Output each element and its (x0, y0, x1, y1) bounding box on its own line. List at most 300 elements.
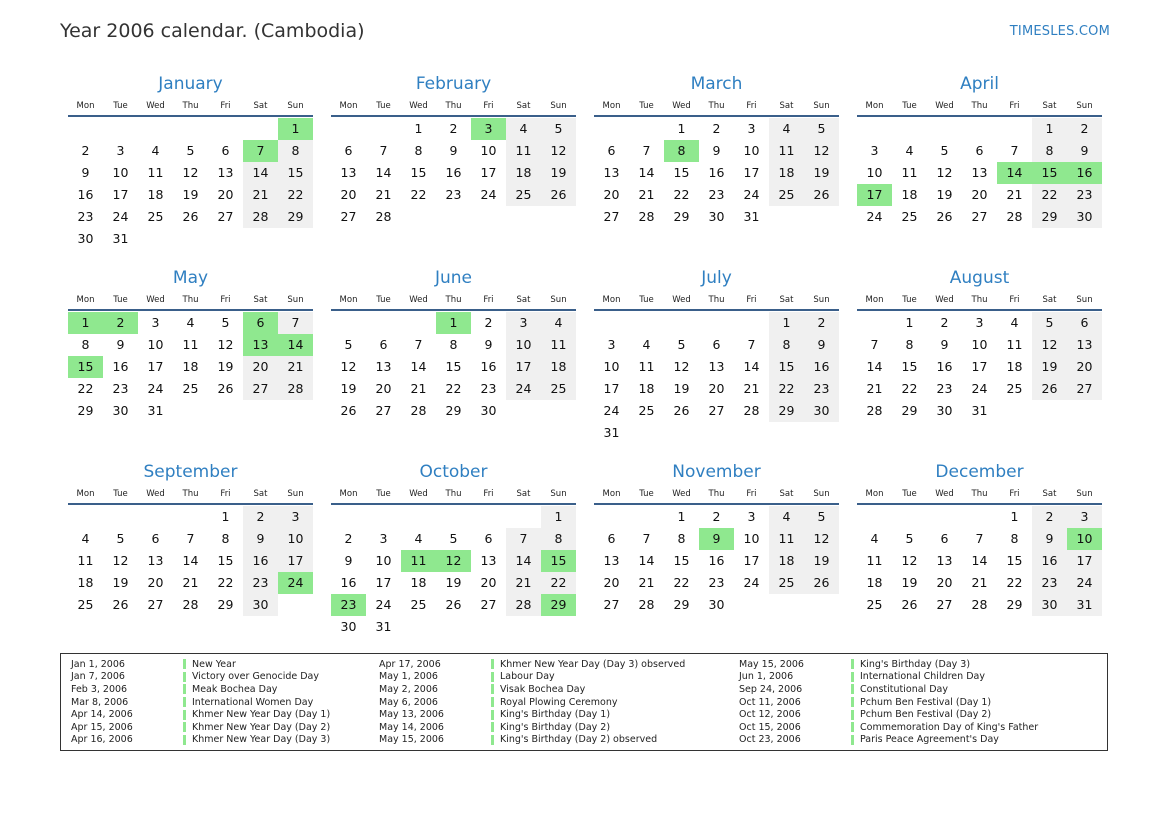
day-cell: 3 (747, 121, 756, 136)
day-cell: 3 (116, 143, 125, 158)
day-cell: 10 (278, 528, 313, 550)
week-row (331, 206, 576, 228)
weekday-label: Wed (409, 101, 428, 111)
day-cell: 27 (708, 403, 725, 418)
holiday-day-cell: 15 (68, 356, 103, 378)
weekday-label: Wed (935, 101, 954, 111)
legend-row (739, 721, 1038, 734)
week-row (331, 572, 576, 594)
day-cell: 29 (1006, 597, 1023, 612)
month-name: July (701, 268, 732, 288)
week-row (331, 528, 576, 550)
holiday-date: May 13, 2006 (379, 709, 444, 721)
month-name: August (949, 268, 1010, 288)
empty-day-cell (962, 118, 997, 140)
day-cell: 30 (708, 209, 725, 224)
week-row (68, 184, 313, 206)
holiday-date: Sep 24, 2006 (739, 683, 803, 695)
empty-day-cell (857, 312, 892, 334)
day-cell: 14 (410, 359, 427, 374)
month-divider (594, 503, 839, 505)
weekday-label: Sat (516, 101, 531, 111)
week-row (594, 334, 839, 356)
day-cell: 7 (747, 337, 756, 352)
week-row (68, 312, 313, 334)
day-cell: 2 (940, 315, 949, 330)
day-cell: 7 (642, 143, 651, 158)
day-cell: 1 (541, 506, 576, 528)
day-cell: 5 (804, 506, 839, 528)
week-row (594, 356, 839, 378)
day-cell: 1 (414, 121, 423, 136)
day-cell: 30 (243, 594, 278, 616)
week-row (331, 616, 576, 638)
holiday-day-cell: 7 (243, 140, 278, 162)
day-cell: 16 (445, 165, 462, 180)
empty-day-cell (629, 506, 664, 528)
empty-day-cell (366, 118, 401, 140)
week-row (331, 140, 576, 162)
holiday-marker (491, 735, 494, 745)
day-cell: 4 (1010, 315, 1019, 330)
weekday-label: Mon (602, 101, 621, 111)
weekday-label: Wed (935, 489, 954, 499)
legend-row (379, 696, 685, 709)
empty-day-cell (734, 594, 769, 616)
weekday-label: Mon (339, 295, 358, 305)
holiday-day-cell: 23 (331, 594, 366, 616)
day-cell: 11 (541, 334, 576, 356)
day-cell: 9 (804, 334, 839, 356)
weekday-label: Tue (639, 101, 654, 111)
weekday-label: Fri (220, 101, 231, 111)
weekday-label: Mon (865, 295, 884, 305)
empty-day-cell (68, 506, 103, 528)
day-cell: 14 (182, 553, 199, 568)
day-cell: 21 (375, 187, 392, 202)
day-cell: 8 (769, 334, 804, 356)
day-cell: 19 (217, 359, 234, 374)
day-cell: 4 (186, 315, 195, 330)
weekday-label: Mon (602, 489, 621, 499)
weekday-label: Tue (376, 101, 391, 111)
day-cell: 14 (243, 162, 278, 184)
day-cell: 29 (217, 597, 234, 612)
holiday-name: International Children Day (860, 671, 985, 683)
day-cell: 6 (151, 531, 160, 546)
week-row (331, 312, 576, 334)
holiday-date: Apr 17, 2006 (379, 658, 441, 670)
month-divider (857, 115, 1102, 117)
day-cell: 24 (112, 209, 129, 224)
day-cell: 19 (804, 162, 839, 184)
day-cell: 7 (379, 143, 388, 158)
day-cell: 15 (410, 165, 427, 180)
week-row (68, 506, 313, 528)
day-cell: 8 (449, 337, 458, 352)
day-cell: 20 (603, 187, 620, 202)
week-row (857, 140, 1102, 162)
day-cell: 15 (445, 359, 462, 374)
weekday-label: Tue (639, 489, 654, 499)
empty-day-cell (541, 616, 576, 638)
weekday-label: Mon (865, 101, 884, 111)
day-cell: 23 (1067, 184, 1102, 206)
empty-day-cell (506, 400, 541, 422)
empty-day-cell (629, 118, 664, 140)
holiday-date: Apr 14, 2006 (71, 709, 133, 721)
weekday-label: Fri (220, 489, 231, 499)
weekday-label: Tue (902, 489, 917, 499)
day-cell: 18 (901, 187, 918, 202)
day-cell: 25 (901, 209, 918, 224)
holiday-marker (851, 735, 854, 745)
weekday-label: Sun (287, 101, 304, 111)
day-cell: 9 (116, 337, 125, 352)
legend-row (739, 658, 1038, 671)
empty-day-cell (804, 422, 839, 444)
day-cell: 28 (971, 597, 988, 612)
day-cell: 4 (541, 312, 576, 334)
weekday-label: Fri (1009, 295, 1020, 305)
day-cell: 2 (449, 121, 458, 136)
day-cell: 13 (603, 165, 620, 180)
day-cell: 21 (506, 572, 541, 594)
week-row (68, 550, 313, 572)
week-row (68, 228, 313, 250)
month-name: December (935, 462, 1024, 482)
holiday-marker (491, 710, 494, 720)
empty-day-cell (173, 228, 208, 250)
day-cell: 10 (112, 165, 129, 180)
day-cell: 3 (278, 506, 313, 528)
day-cell: 22 (278, 184, 313, 206)
day-cell: 28 (743, 403, 760, 418)
day-cell: 5 (186, 143, 195, 158)
weekday-label: Mon (339, 101, 358, 111)
empty-day-cell (769, 594, 804, 616)
holiday-date: Feb 3, 2006 (71, 683, 128, 695)
day-cell: 25 (182, 381, 199, 396)
day-cell: 3 (607, 337, 616, 352)
empty-day-cell (506, 506, 541, 528)
weekday-label: Thu (971, 295, 988, 305)
holiday-day-cell: 9 (699, 528, 734, 550)
brand-link[interactable]: TIMESLES.COM (1009, 24, 1110, 39)
day-cell: 10 (147, 337, 164, 352)
holiday-name: Pchum Ben Festival (Day 2) (860, 709, 992, 721)
day-cell: 17 (743, 165, 760, 180)
weekday-label: Mon (76, 295, 95, 305)
day-cell: 1 (677, 121, 686, 136)
holiday-marker (183, 722, 186, 732)
week-row (594, 184, 839, 206)
week-row (594, 572, 839, 594)
day-cell: 19 (901, 575, 918, 590)
week-row (594, 162, 839, 184)
holiday-name: King's Birthday (Day 1) (500, 709, 611, 721)
day-cell: 26 (673, 403, 690, 418)
weekday-label: Sat (253, 295, 268, 305)
month-may (68, 268, 313, 462)
empty-day-cell (664, 422, 699, 444)
holiday-marker (491, 684, 494, 694)
day-cell: 29 (769, 400, 804, 422)
empty-day-cell (1067, 400, 1102, 422)
day-cell: 9 (712, 143, 721, 158)
weekday-label: Fri (1009, 101, 1020, 111)
day-cell: 28 (1006, 209, 1023, 224)
day-cell: 21 (638, 575, 655, 590)
day-cell: 24 (603, 403, 620, 418)
day-cell: 7 (870, 337, 879, 352)
holiday-date: Apr 16, 2006 (71, 734, 133, 746)
day-cell: 28 (375, 209, 392, 224)
week-row (331, 334, 576, 356)
day-cell: 27 (217, 209, 234, 224)
day-cell: 26 (445, 597, 462, 612)
weekday-label: Fri (483, 101, 494, 111)
weekday-header (68, 293, 313, 307)
weekday-label: Wed (409, 489, 428, 499)
day-cell: 28 (243, 206, 278, 228)
week-row (331, 594, 576, 616)
day-cell: 25 (1006, 381, 1023, 396)
day-cell: 7 (642, 531, 651, 546)
weekday-label: Sun (1076, 489, 1093, 499)
day-cell: 27 (1067, 378, 1102, 400)
empty-day-cell (138, 506, 173, 528)
day-cell: 2 (344, 531, 353, 546)
day-cell: 22 (901, 381, 918, 396)
calendar-grid (68, 74, 1102, 656)
day-cell: 4 (81, 531, 90, 546)
day-cell: 13 (708, 359, 725, 374)
holiday-day-cell: 15 (1032, 162, 1067, 184)
day-cell: 12 (541, 140, 576, 162)
day-cell: 9 (1067, 140, 1102, 162)
day-cell: 27 (147, 597, 164, 612)
holiday-day-cell: 15 (541, 550, 576, 572)
day-cell: 14 (866, 359, 883, 374)
weekday-label: Sun (1076, 101, 1093, 111)
weekday-label: Thu (182, 101, 199, 111)
empty-day-cell (331, 118, 366, 140)
holiday-name: Commemoration Day of King's Father (860, 721, 1039, 733)
weekday-label: Tue (639, 295, 654, 305)
holiday-marker (851, 697, 854, 707)
day-cell: 13 (603, 553, 620, 568)
holiday-marker (491, 672, 494, 682)
weekday-label: Wed (146, 101, 165, 111)
day-cell: 17 (603, 381, 620, 396)
holiday-date: Oct 12, 2006 (739, 709, 801, 721)
page-title: Year 2006 calendar. (Cambodia) (60, 20, 365, 42)
empty-day-cell (857, 506, 892, 528)
day-cell: 31 (971, 403, 988, 418)
month-name: March (690, 74, 743, 94)
day-cell: 30 (804, 400, 839, 422)
empty-day-cell (594, 118, 629, 140)
day-cell: 10 (480, 143, 497, 158)
day-cell: 1 (905, 315, 914, 330)
weekday-label: Wed (935, 295, 954, 305)
empty-day-cell (927, 118, 962, 140)
weekday-label: Fri (746, 101, 757, 111)
day-cell: 16 (1032, 550, 1067, 572)
empty-day-cell (243, 228, 278, 250)
day-cell: 4 (506, 118, 541, 140)
holiday-day-cell: 6 (243, 312, 278, 334)
holiday-date: Jan 1, 2006 (71, 658, 125, 670)
week-row (594, 422, 839, 444)
day-cell: 19 (445, 575, 462, 590)
month-november (594, 462, 839, 656)
empty-day-cell (471, 616, 506, 638)
day-cell: 2 (1032, 506, 1067, 528)
empty-day-cell (506, 616, 541, 638)
empty-day-cell (366, 312, 401, 334)
day-cell: 28 (638, 209, 655, 224)
holiday-marker (183, 672, 186, 682)
holiday-marker (183, 684, 186, 694)
empty-day-cell (401, 312, 436, 334)
day-cell: 18 (638, 381, 655, 396)
day-cell: 26 (804, 572, 839, 594)
week-row (857, 378, 1102, 400)
weekday-label: Tue (113, 101, 128, 111)
day-cell: 6 (975, 143, 984, 158)
weekday-label: Tue (902, 295, 917, 305)
day-cell: 18 (866, 575, 883, 590)
empty-day-cell (629, 312, 664, 334)
legend-row (379, 671, 685, 684)
week-row (594, 550, 839, 572)
empty-day-cell (594, 506, 629, 528)
weekday-label: Sun (813, 489, 830, 499)
day-cell: 3 (1067, 506, 1102, 528)
empty-day-cell (1032, 400, 1067, 422)
weekday-label: Sun (550, 295, 567, 305)
day-cell: 17 (112, 187, 129, 202)
day-cell: 25 (541, 378, 576, 400)
holiday-date: May 6, 2006 (379, 696, 438, 708)
holiday-date: Oct 23, 2006 (739, 734, 801, 746)
day-cell: 24 (480, 187, 497, 202)
day-cell: 15 (901, 359, 918, 374)
day-cell: 18 (541, 356, 576, 378)
day-cell: 14 (971, 553, 988, 568)
day-cell: 16 (112, 359, 129, 374)
legend-row (739, 671, 1038, 684)
day-cell: 7 (975, 531, 984, 546)
day-cell: 6 (1067, 312, 1102, 334)
week-row (331, 356, 576, 378)
day-cell: 14 (743, 359, 760, 374)
day-cell: 12 (112, 553, 129, 568)
day-cell: 10 (375, 553, 392, 568)
day-cell: 17 (1067, 550, 1102, 572)
week-row (68, 572, 313, 594)
day-cell: 28 (410, 403, 427, 418)
weekday-label: Thu (708, 295, 725, 305)
holiday-name: King's Birthday (Day 2) observed (500, 734, 658, 746)
week-row (857, 506, 1102, 528)
day-cell: 20 (340, 187, 357, 202)
day-cell: 17 (743, 553, 760, 568)
month-july (594, 268, 839, 462)
legend-row (71, 708, 330, 721)
week-row (857, 312, 1102, 334)
empty-day-cell (436, 506, 471, 528)
weekday-label: Sun (287, 489, 304, 499)
day-cell: 12 (217, 337, 234, 352)
day-cell: 25 (506, 184, 541, 206)
day-cell: 30 (1032, 594, 1067, 616)
day-cell: 11 (506, 140, 541, 162)
day-cell: 22 (1032, 184, 1067, 206)
week-row (594, 118, 839, 140)
day-cell: 9 (1032, 528, 1067, 550)
holiday-date: Apr 15, 2006 (71, 721, 133, 733)
empty-day-cell (436, 616, 471, 638)
day-cell: 4 (642, 337, 651, 352)
week-row (857, 400, 1102, 422)
month-divider (331, 115, 576, 117)
day-cell: 13 (375, 359, 392, 374)
day-cell: 1 (221, 509, 230, 524)
holiday-day-cell: 29 (541, 594, 576, 616)
day-cell: 24 (1067, 572, 1102, 594)
empty-day-cell (769, 206, 804, 228)
day-cell: 17 (147, 359, 164, 374)
day-cell: 19 (1032, 356, 1067, 378)
legend-row (379, 734, 685, 747)
day-cell: 30 (708, 597, 725, 612)
holiday-date: Mar 8, 2006 (71, 696, 129, 708)
day-cell: 6 (607, 531, 616, 546)
empty-day-cell (804, 206, 839, 228)
day-cell: 13 (340, 165, 357, 180)
day-cell: 27 (480, 597, 497, 612)
day-cell: 27 (603, 209, 620, 224)
day-cell: 3 (151, 315, 160, 330)
empty-day-cell (208, 118, 243, 140)
day-cell: 12 (804, 140, 839, 162)
empty-day-cell (664, 312, 699, 334)
day-cell: 1 (769, 312, 804, 334)
week-row (331, 378, 576, 400)
day-cell: 15 (673, 553, 690, 568)
weekday-label: Sat (516, 489, 531, 499)
month-divider (68, 309, 313, 311)
legend-row (379, 708, 685, 721)
holiday-date: May 14, 2006 (379, 721, 444, 733)
weekday-label: Sun (813, 101, 830, 111)
weekday-label: Sun (550, 489, 567, 499)
week-row (68, 118, 313, 140)
week-row (857, 162, 1102, 184)
day-cell: 11 (182, 337, 199, 352)
day-cell: 25 (769, 184, 804, 206)
month-april (857, 74, 1102, 268)
weekday-label: Fri (483, 489, 494, 499)
weekday-label: Fri (483, 295, 494, 305)
weekday-label: Fri (220, 295, 231, 305)
week-row (68, 140, 313, 162)
day-cell: 4 (414, 531, 423, 546)
day-cell: 16 (77, 187, 94, 202)
